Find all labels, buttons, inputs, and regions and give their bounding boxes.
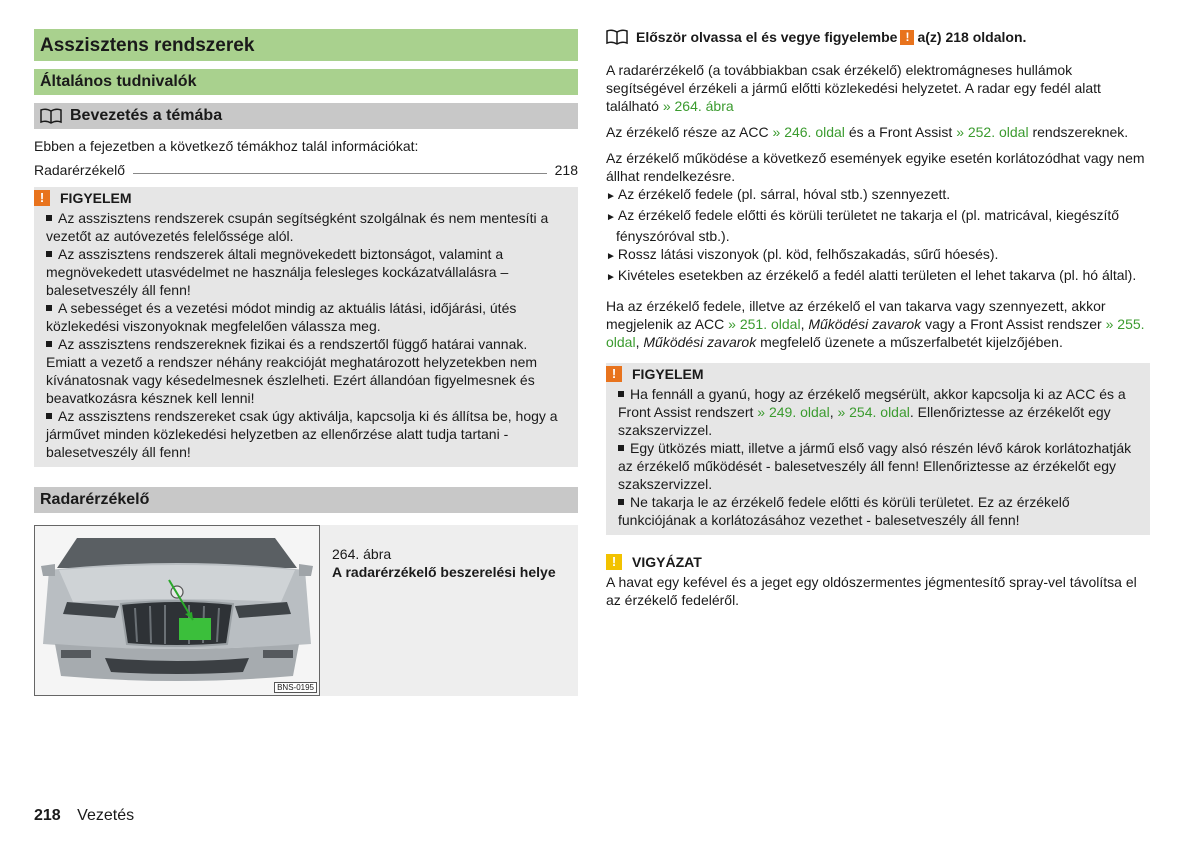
warning-header bbox=[34, 187, 578, 207]
caution-block bbox=[606, 551, 1150, 609]
warning-item: Egy ütközés miatt, illetve a jármű első vagy alsó részén lévő károk korlátozhatják az érzékelő működését - balesetveszély áll fenn! Ellenőriztesse az érzékelőt egy szakszervizzel. bbox=[618, 440, 1132, 492]
warning-box bbox=[606, 363, 1150, 535]
bullet-square-icon bbox=[46, 413, 52, 419]
book-icon bbox=[606, 29, 628, 45]
right-column bbox=[606, 27, 1150, 609]
bullet-square-icon bbox=[46, 305, 52, 311]
intro-text: Ebben a fejezetben a következő témákhoz talál információkat: bbox=[34, 138, 419, 154]
paragraph: Ha az érzékelő fedele, illetve az érzékelő el van takarva vagy szennyezett, akkor megjelenik az ACC » 251. oldal, Működési zavarok vagy a Front Assist rendszer » 255. oldal, Működési zavarok megfelelő üzenete a műszerfalbetét kijelzőjében. bbox=[606, 298, 1145, 350]
bullet-square-icon bbox=[618, 391, 624, 397]
acc-link[interactable]: » 246. oldal bbox=[772, 124, 845, 140]
radar-heading: Radarérzékelő bbox=[34, 487, 578, 513]
warning-item: Ne takarja le az érzékelő fedele előtti és körüli területet. Ez az érzékelő funkciójának a korlátozásához vezethet - balesetveszély áll fenn! bbox=[618, 494, 1070, 528]
front-assist-off-link[interactable]: » 254. oldal bbox=[837, 404, 910, 420]
warning-box bbox=[34, 187, 578, 467]
triangle-bullet-icon: ► bbox=[606, 272, 616, 283]
caution-text: A havat egy kefével és a jeget egy oldószermentes jégmentesítő spray-vel távolítsa el az érzékelő fedeléről. bbox=[606, 574, 1137, 608]
section-title: Asszisztens rendszerek bbox=[34, 29, 578, 61]
intro-heading bbox=[34, 103, 578, 129]
warning-header bbox=[606, 363, 1150, 383]
toc-page: 218 bbox=[554, 162, 578, 178]
caution-title: VIGYÁZAT bbox=[632, 553, 702, 570]
figure-number: 264. ábra bbox=[332, 546, 392, 562]
radar-location-image bbox=[34, 525, 320, 696]
bullet-square-icon bbox=[618, 445, 624, 451]
warning-item: Az asszisztens rendszereknek fizikai és a rendszertől függő határai vannak. Emiatt a vezető a rendszer néhány reakcióját meghatározott helyzetekben nem kívánatosnak vagy késedelmesnek észlelheti. Ezért állandóan figyelmesnek és beavatkozásra késznek kell lenni! bbox=[46, 336, 538, 406]
read-first-text: Először olvassa el és vegye figyelembe bbox=[636, 29, 898, 45]
warning-title: FIGYELEM bbox=[60, 189, 132, 206]
toc-leader bbox=[133, 173, 547, 174]
paragraph: A radarérzékelő (a továbbiakban csak érzékelő) elektromágneses hullámok segítségével érzékeli a jármű előtti közlekedési helyzetet. A radar egy fedél alatt található » 264. ábra bbox=[606, 62, 1101, 114]
figure-tag: BNS-0195 bbox=[274, 682, 317, 693]
bullet-square-icon bbox=[46, 215, 52, 221]
figure-link[interactable]: » 264. ábra bbox=[662, 98, 734, 114]
left-column bbox=[34, 29, 578, 696]
read-first-ref[interactable]: a(z) 218 oldalon. bbox=[917, 29, 1027, 45]
bullet-square-icon bbox=[618, 499, 624, 505]
chapter-name: Vezetés bbox=[77, 807, 135, 824]
figure-caption bbox=[320, 525, 566, 696]
triangle-bullet-icon: ► bbox=[606, 212, 616, 223]
toc-label: Radarérzékelő bbox=[34, 162, 126, 178]
caution-header bbox=[606, 551, 1150, 571]
warning-title: FIGYELEM bbox=[632, 365, 704, 382]
warning-icon: ! bbox=[34, 190, 50, 206]
read-first-note bbox=[606, 27, 1150, 47]
subsection-title: Általános tudnivalók bbox=[34, 69, 578, 95]
acc-fault-link[interactable]: » 251. oldal bbox=[728, 316, 801, 332]
caution-icon: ! bbox=[606, 554, 622, 570]
acc-off-link[interactable]: » 249. oldal bbox=[757, 404, 830, 420]
warning-item: Az asszisztens rendszerek általi megnövekedett biztonságot, valamint a megnövekedett utasvédelmet ne használja felesleges kockázatvállalásra – balesetveszély áll fenn! bbox=[46, 246, 509, 298]
book-icon bbox=[40, 108, 62, 124]
front-assist-fault-link[interactable]: » 255. oldal bbox=[606, 316, 1145, 350]
figure-title: A radarérzékelő beszerelési helye bbox=[332, 564, 556, 580]
paragraph: Az érzékelő működése a következő események egyike esetén korlátozódhat vagy nem állhat rendelkezésre. bbox=[606, 150, 1145, 184]
warning-item: Az asszisztens rendszereket csak úgy aktiválja, kapcsolja ki és állítsa be, hogy a járművet minden közlekedési helyzetben az ellenőrzése alatt tudja tartani - balesetveszély áll fenn! bbox=[46, 408, 558, 460]
warning-item: Az asszisztens rendszerek csupán segítségként szolgálnak és nem mentesíti a vezetőt az autóvezetés felelőssége alól. bbox=[46, 210, 549, 244]
list-item: ► Kivételes esetekben az érzékelő a fedél alatti területen el lehet takarva (pl. hó által). bbox=[606, 267, 1137, 283]
intro-heading-label: Bevezetés a témába bbox=[70, 107, 223, 124]
toc-entry[interactable] bbox=[34, 161, 578, 179]
list-item: ► Az érzékelő fedele (pl. sárral, hóval stb.) szennyezett. bbox=[606, 186, 951, 202]
list-item: ► Az érzékelő fedele előtti és körüli területet ne takarja el (pl. matricával, kiegészítő fényszóróval stb.). bbox=[606, 207, 1120, 244]
warning-body bbox=[34, 207, 578, 461]
page-number: 218 bbox=[34, 807, 61, 824]
paragraph: Az érzékelő része az ACC » 246. oldal és a Front Assist » 252. oldal rendszereknek. bbox=[606, 124, 1129, 140]
triangle-bullet-icon: ► bbox=[606, 191, 616, 202]
front-assist-link[interactable]: » 252. oldal bbox=[956, 124, 1029, 140]
warning-item: A sebességet és a vezetési módot mindig az aktuális látási, időjárási, útés közlekedési viszonyoknak megfelelően válassza meg. bbox=[46, 300, 517, 334]
warning-icon: ! bbox=[900, 30, 914, 45]
list-item: ► Rossz látási viszonyok (pl. köd, felhőszakadás, sűrű hóesés). bbox=[606, 246, 999, 262]
car-front-illustration bbox=[35, 526, 319, 695]
page-footer bbox=[34, 806, 134, 826]
triangle-bullet-icon: ► bbox=[606, 251, 616, 262]
warning-body bbox=[606, 383, 1150, 529]
warning-icon: ! bbox=[606, 366, 622, 382]
condition-list bbox=[606, 185, 1150, 287]
warning-item: Ha fennáll a gyanú, hogy az érzékelő megsérült, akkor kapcsolja ki az ACC és a Front Assist rendszert » 249. oldal, » 254. oldal. Ellenőriztesse az érzékelőt egy szakszervizzel. bbox=[618, 386, 1126, 438]
figure-block bbox=[34, 525, 578, 696]
bullet-square-icon bbox=[46, 341, 52, 347]
bullet-square-icon bbox=[46, 251, 52, 257]
